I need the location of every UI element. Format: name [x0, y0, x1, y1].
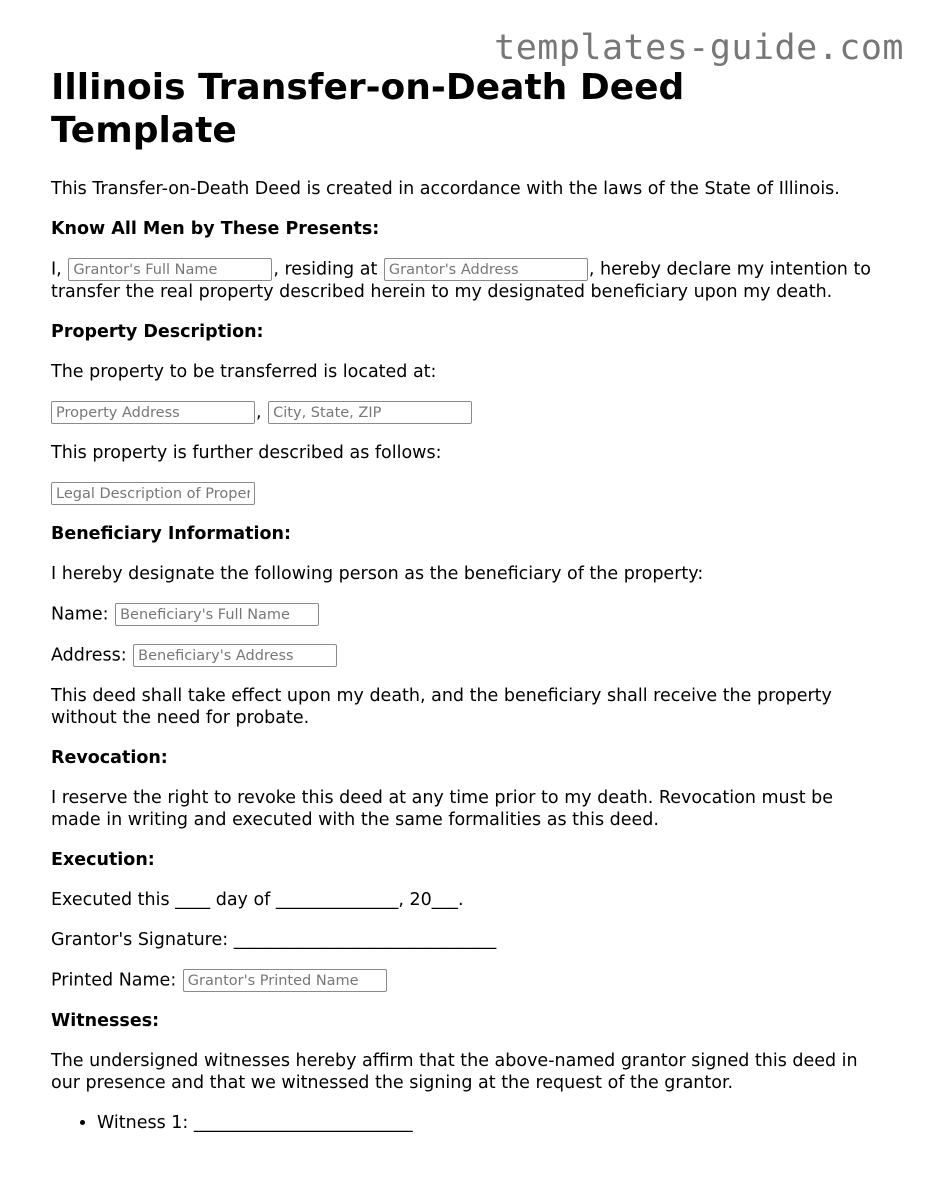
printed-name-label: Printed Name:: [51, 970, 177, 991]
declaration-prefix: I,: [51, 259, 62, 280]
property-further-text: This property is further described as follows:: [51, 443, 442, 463]
revocation-text: I reserve the right to revoke this deed at any time prior to my death. Revocation must be made in writing and executed with the same formalities as this deed.: [51, 788, 834, 830]
grantor-signature-line: Grantor's Signature: ______________________________: [51, 930, 497, 950]
know-all-heading: Know All Men by These Presents:: [51, 219, 380, 239]
city-state-zip-input[interactable]: [268, 401, 472, 424]
declaration-paragraph: [51, 258, 881, 303]
property-heading: Property Description:: [51, 322, 264, 342]
beneficiary-address-label: Address:: [51, 645, 127, 666]
property-address-input[interactable]: [51, 401, 255, 424]
beneficiary-designate-text: I hereby designate the following person as the beneficiary of the property:: [51, 564, 704, 584]
property-address-row: [51, 401, 881, 424]
residing-text: , residing at: [273, 259, 378, 280]
revocation-heading: Revocation:: [51, 748, 168, 768]
beneficiary-heading: Beneficiary Information:: [51, 524, 291, 544]
printed-name-input[interactable]: [183, 969, 387, 992]
printed-name-row: [51, 969, 881, 992]
declaration-rest: , hereby declare my intention to transfer the real property described herein to my designated beneficiary upon my death.: [51, 259, 872, 302]
execution-heading: Execution:: [51, 850, 155, 870]
legal-description-input[interactable]: [51, 482, 255, 505]
witnesses-text: The undersigned witnesses hereby affirm that the above-named grantor signed this deed in our presence and that we witnessed the signing at the request of the grantor.: [51, 1051, 858, 1093]
beneficiary-effect-text: This deed shall take effect upon my death, and the beneficiary shall receive the property without the need for probate.: [51, 686, 832, 728]
document-body: [51, 66, 881, 1134]
witness-item: • Witness 1: _________________________: [97, 1112, 881, 1134]
legal-description-row: [51, 482, 881, 505]
grantor-address-input[interactable]: [384, 258, 588, 281]
witnesses-heading: Witnesses:: [51, 1011, 160, 1031]
intro-paragraph: This Transfer-on-Death Deed is created in accordance with the laws of the State of Illinois.: [51, 179, 840, 199]
grantor-name-input[interactable]: [68, 258, 272, 281]
beneficiary-address-input[interactable]: [133, 644, 337, 667]
witness-list: [51, 1112, 881, 1134]
executed-date-line: Executed this ____ day of ______________, 20___.: [51, 890, 464, 910]
site-watermark: templates-guide.com: [494, 28, 904, 68]
address-separator: ,: [256, 402, 262, 423]
property-located-text: The property to be transferred is located at:: [51, 362, 437, 382]
beneficiary-name-label: Name:: [51, 604, 109, 625]
beneficiary-name-input[interactable]: [115, 603, 319, 626]
beneficiary-address-row: [51, 644, 881, 667]
beneficiary-name-row: [51, 603, 881, 626]
page-title: Illinois Transfer-on-Death Deed Template: [51, 67, 685, 151]
